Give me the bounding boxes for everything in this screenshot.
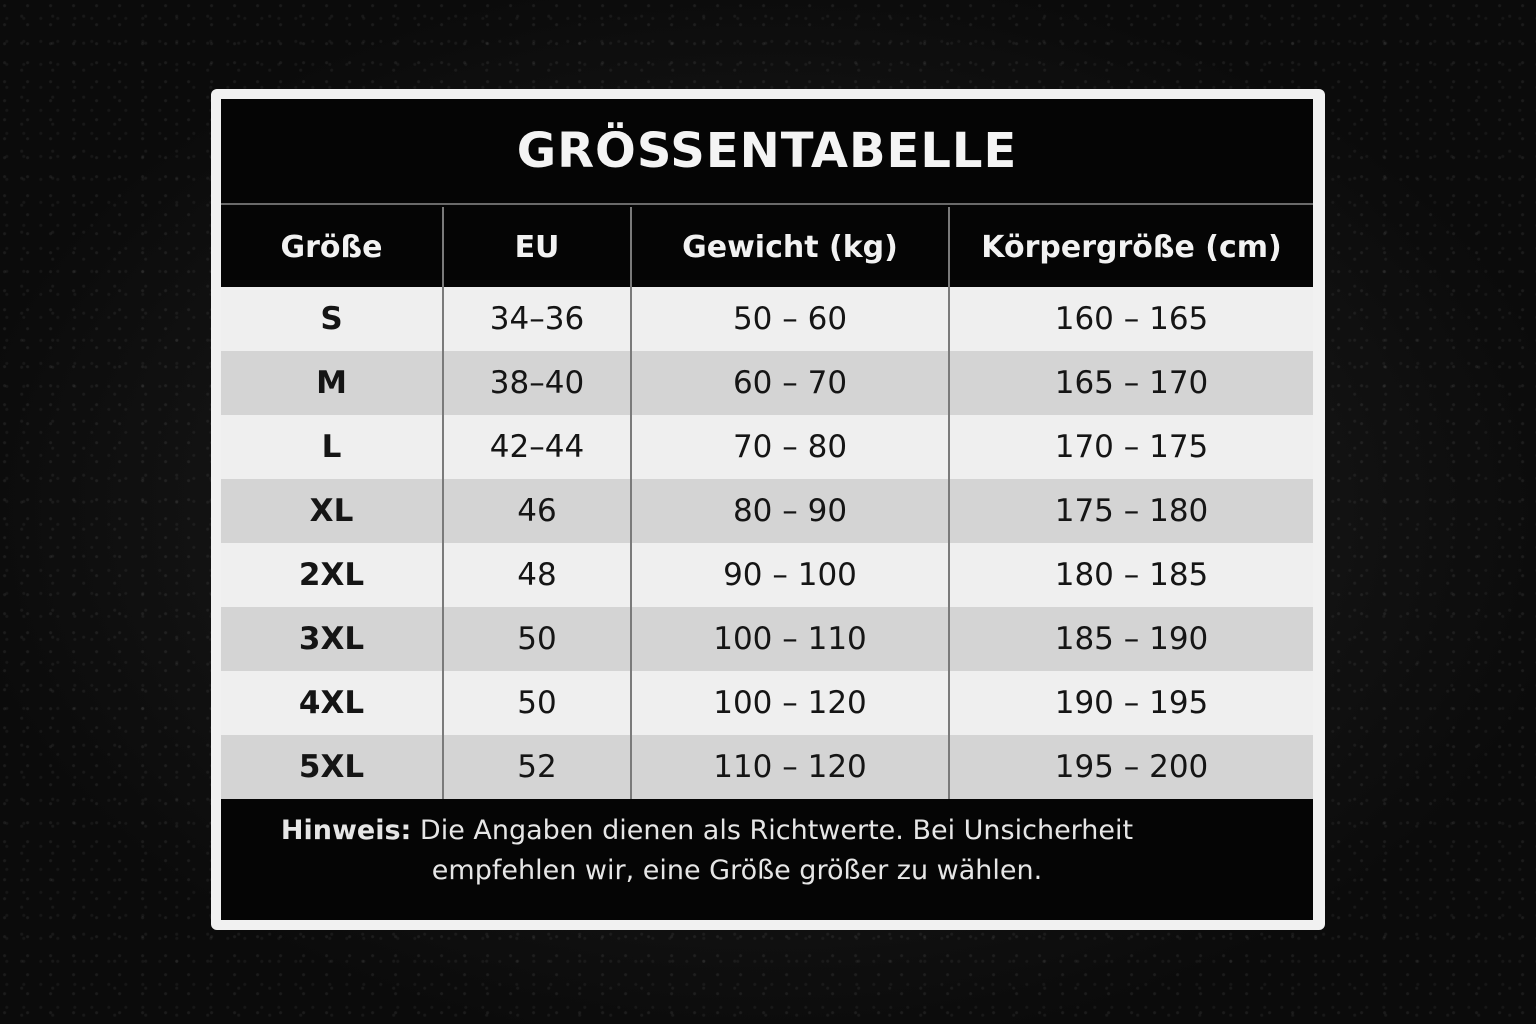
eu-cell: 42–44 [443, 415, 631, 479]
weight-cell: 100 – 110 [631, 607, 949, 671]
height-cell: 190 – 195 [949, 671, 1313, 735]
note-line-2: empfehlen wir, eine Größe größer zu wählen. [431, 855, 1043, 886]
size-cell: S [221, 287, 443, 351]
table-header-row [221, 207, 1313, 287]
height-cell: 195 – 200 [949, 735, 1313, 799]
size-chart-panel [221, 99, 1313, 920]
height-cell: 160 – 165 [949, 287, 1313, 351]
height-cell: 165 – 170 [949, 351, 1313, 415]
column-header-size: Größe [221, 207, 443, 287]
table-row [221, 671, 1313, 735]
column-header-weight: Gewicht (kg) [631, 207, 949, 287]
table-row [221, 543, 1313, 607]
table-row [221, 415, 1313, 479]
note-label: Hinweis: [280, 815, 412, 846]
height-cell: 185 – 190 [949, 607, 1313, 671]
weight-cell: 110 – 120 [631, 735, 949, 799]
table-row [221, 351, 1313, 415]
size-table [221, 207, 1313, 799]
column-header-eu: EU [443, 207, 631, 287]
eu-cell: 52 [443, 735, 631, 799]
size-cell: 3XL [221, 607, 443, 671]
weight-cell: 60 – 70 [631, 351, 949, 415]
table-row [221, 607, 1313, 671]
size-cell: L [221, 415, 443, 479]
eu-cell: 38–40 [443, 351, 631, 415]
chart-title: GRÖSSENTABELLE [221, 99, 1313, 205]
weight-cell: 70 – 80 [631, 415, 949, 479]
note-line-1-text: Die Angaben dienen als Richtwerte. Bei Unsicherheit [419, 815, 1134, 846]
eu-cell: 50 [443, 607, 631, 671]
column-header-height: Körpergröße (cm) [949, 207, 1313, 287]
height-cell: 170 – 175 [949, 415, 1313, 479]
size-cell: M [221, 351, 443, 415]
weight-cell: 100 – 120 [631, 671, 949, 735]
note-line-1 [221, 811, 1313, 851]
eu-cell: 46 [443, 479, 631, 543]
table-row [221, 287, 1313, 351]
eu-cell: 50 [443, 671, 631, 735]
size-cell: 4XL [221, 671, 443, 735]
note-text [221, 811, 1313, 891]
eu-cell: 34–36 [443, 287, 631, 351]
height-cell: 180 – 185 [949, 543, 1313, 607]
height-cell: 175 – 180 [949, 479, 1313, 543]
weight-cell: 90 – 100 [631, 543, 949, 607]
size-chart-card [211, 89, 1325, 930]
size-cell: 2XL [221, 543, 443, 607]
eu-cell: 48 [443, 543, 631, 607]
weight-cell: 80 – 90 [631, 479, 949, 543]
size-cell: 5XL [221, 735, 443, 799]
table-row [221, 479, 1313, 543]
weight-cell: 50 – 60 [631, 287, 949, 351]
size-cell: XL [221, 479, 443, 543]
table-row [221, 735, 1313, 799]
